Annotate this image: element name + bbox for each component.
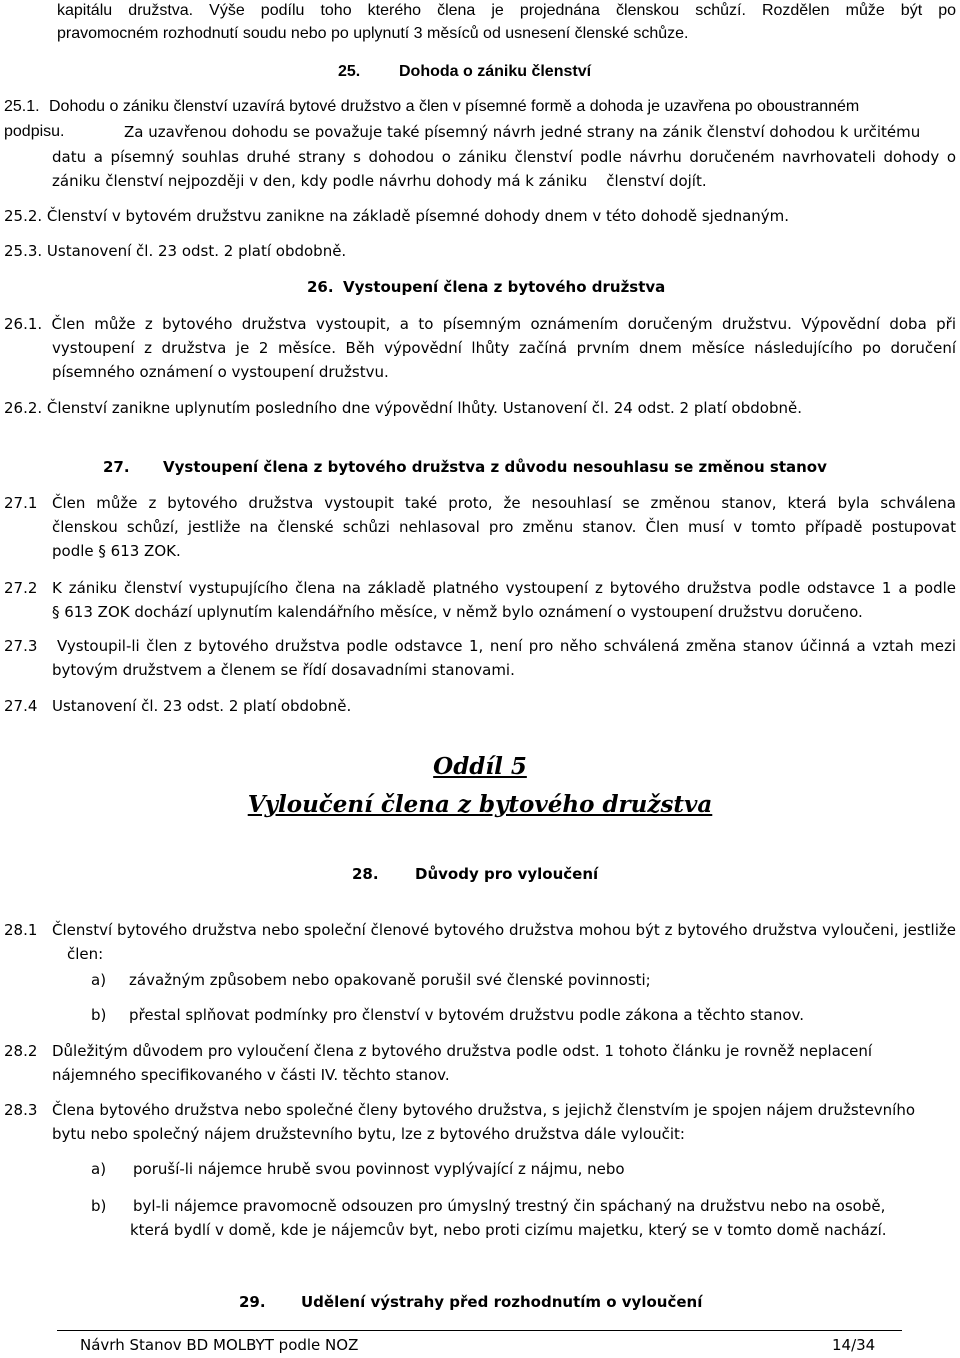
section-heading: Udělení výstrahy před rozhodnutím o vyloučení <box>301 1293 703 1311</box>
paragraph-number: 28.2 <box>4 1042 38 1060</box>
paragraph: 25.2. Členství v bytovém družstvu zanikne na základě písemné dohody dnem v této dohodě sjednaným. <box>4 207 790 225</box>
paragraph-number: 25.1. <box>4 98 40 115</box>
section-number: 26. <box>307 278 334 296</box>
list-item: přestal splňovat podmínky pro členství v bytovém družstvu podle zákona a těchto stanov. <box>129 1006 805 1024</box>
paragraph-number: 28.1 <box>4 921 38 939</box>
paragraph-number: 27.3 <box>4 637 38 655</box>
paragraph-line: Člen může z bytového družstva vystoupit také proto, že nesouhlasí se změnou stanov, která byla schválena <box>52 494 956 512</box>
paragraph-line: podpisu. <box>4 123 65 140</box>
list-item: byl-li nájemce pravomocně odsouzen pro úmyslný trestný čin spáchaný na družstvu nebo na osobě, <box>133 1197 886 1215</box>
paragraph-line: kapitálu družstva. Výše podílu toho kterého člena je projednána členskou schůzí. Rozdělen může být po <box>57 2 956 19</box>
paragraph-line: zániku členství nejpozději v den, kdy podle návrhu dohody má k zániku členství dojít. <box>52 172 707 190</box>
paragraph-line: bytu nebo společný nájem družstevního bytu, lze z bytového družstva dále vyloučit: <box>52 1125 685 1143</box>
section-number: 28. <box>352 865 379 883</box>
part-title: Oddíl 5 <box>433 753 527 780</box>
section-heading: Vystoupení člena z bytového družstva <box>343 278 666 296</box>
part-subtitle: Vyloučení člena z bytového družstva <box>247 791 713 818</box>
paragraph-number: 27.1 <box>4 494 38 512</box>
paragraph: 26.2. Členství zanikne uplynutím posledního dne výpovědní lhůty. Ustanovení čl. 24 odst. 2 platí obdobně. <box>4 399 802 417</box>
paragraph-line: datu a písemný souhlas druhé strany s dohodou o zániku členství podle návrhu doručeném navrhovateli dohody o <box>52 148 956 166</box>
list-item: závažným způsobem nebo opakovaně porušil své členské povinnosti; <box>129 971 651 989</box>
list-marker: b) <box>91 1197 107 1215</box>
paragraph-line: bytovým družstvem a členem se řídí dosavadními stanovami. <box>52 661 515 679</box>
section-heading: Důvody pro vyloučení <box>415 865 599 883</box>
section-number: 29. <box>239 1293 266 1311</box>
footer-title: Návrh Stanov BD MOLBYT podle NOZ <box>80 1336 359 1354</box>
paragraph-line: pravomocném rozhodnutí soudu nebo po uplynutí 3 měsíců od usnesení členské schůze. <box>57 25 689 42</box>
section-heading: Vystoupení člena z bytového družstva z důvodu nesouhlasu se změnou stanov <box>163 458 827 476</box>
paragraph-number: 27.4 <box>4 697 38 715</box>
list-marker: a) <box>91 1160 107 1178</box>
paragraph-line: členskou schůzí, jestliže na členské schůzi nehlasoval pro změnu stanov. Člen musí v tomto případě postupovat <box>52 518 956 536</box>
list-marker: b) <box>91 1006 107 1024</box>
paragraph-line: Dohodu o zániku členství uzavírá bytové družstvo a člen v písemné formě a dohoda je uzavřena po oboustranném <box>49 98 860 115</box>
section-heading: Dohoda o zániku členství <box>399 63 592 80</box>
paragraph-line: K zániku členství vystupujícího člena na základě platného vystoupení z bytového družstva podle odstavce 1 a podle <box>52 579 956 597</box>
paragraph-line: Za uzavřenou dohodu se považuje také písemný návrh jedné strany na zánik členství dohodou k určitému <box>124 123 921 141</box>
paragraph-line: vystoupení z družstva je 2 měsíce. Běh výpovědní lhůty začíná prvním dnem měsíce následujícího po doručení <box>52 339 956 357</box>
section-number: 25. <box>338 63 361 80</box>
paragraph-line: 26.1. Člen může z bytového družstva vystoupit, a to písemným oznámením doručeným družstvu. Výpovědní doba při <box>4 315 956 333</box>
paragraph-line: člen: <box>67 945 104 963</box>
paragraph-line: § 613 ZOK dochází uplynutím kalendářního měsíce, v němž bylo oznámení o vystoupení družstvu doručeno. <box>52 603 863 621</box>
list-item-line: která bydlí v domě, kde je nájemcův byt, nebo proti cizímu majetku, který se v tomto domě nachází. <box>130 1221 887 1239</box>
paragraph-line: písemného oznámení o vystoupení družstvu. <box>52 363 389 381</box>
footer-divider <box>57 1330 902 1331</box>
paragraph-line: Člena bytového družstva nebo společné členy bytového družstva, s jejichž členstvím je spojen nájem družstevního <box>52 1101 916 1119</box>
paragraph-line: Členství bytového družstva nebo společní členové bytového družstva mohou být z bytového družstva vyloučeni, jestliže <box>52 921 956 939</box>
paragraph-line: Ustanovení čl. 23 odst. 2 platí obdobně. <box>52 697 352 715</box>
list-marker: a) <box>91 971 107 989</box>
section-number: 27. <box>103 458 130 476</box>
paragraph-number: 28.3 <box>4 1101 38 1119</box>
page-number: 14/34 <box>832 1336 876 1354</box>
paragraph-number: 27.2 <box>4 579 38 597</box>
paragraph-line: Vystoupil-li člen z bytového družstva podle odstavce 1, není pro něho schválená změna stanov účinná a vztah mezi <box>57 637 956 655</box>
paragraph-line: Důležitým důvodem pro vyloučení člena z bytového družstva podle odst. 1 tohoto článku je rovněž neplacení <box>52 1042 873 1060</box>
paragraph-line: podle § 613 ZOK. <box>52 542 181 560</box>
list-item: poruší-li nájemce hrubě svou povinnost vyplývající z nájmu, nebo <box>133 1160 625 1178</box>
paragraph-line: nájemného specifikovaného v části IV. těchto stanov. <box>52 1066 450 1084</box>
paragraph: 25.3. Ustanovení čl. 23 odst. 2 platí obdobně. <box>4 242 347 260</box>
